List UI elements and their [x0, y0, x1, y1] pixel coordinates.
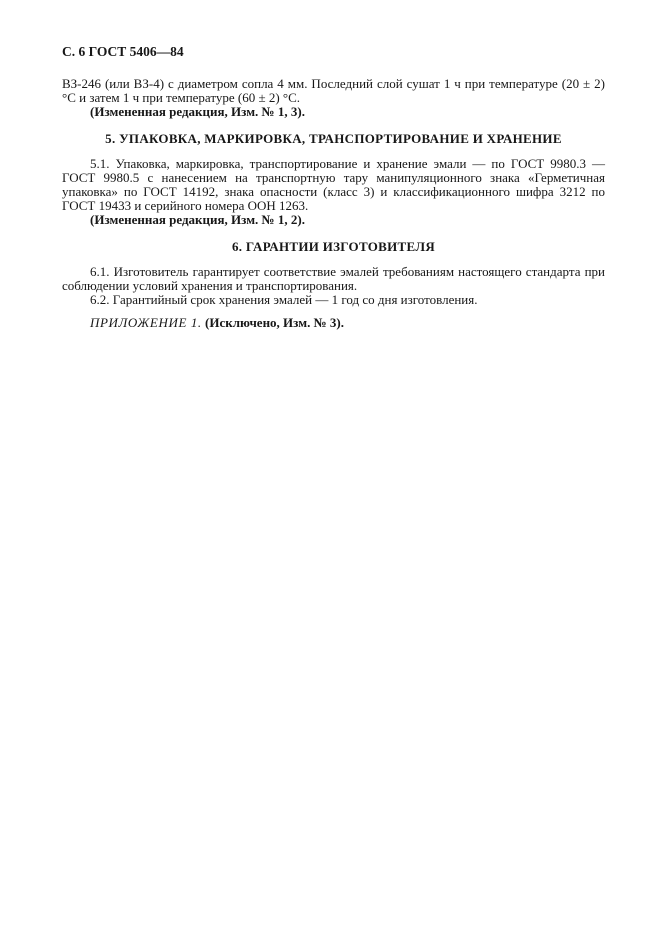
- clause-6-1: 6.1. Изготовитель гарантирует соответствие эмалей требованиям настоящего стандарта при соблюдении условий хранения и транспортирования.: [62, 264, 605, 293]
- clause-6-2: 6.2. Гарантийный срок хранения эмалей — 1 год со дня изготовления.: [90, 292, 478, 307]
- section-5-amendment-note: (Измененная редакция, Изм. № 1, 2).: [90, 212, 305, 227]
- appendix-note: (Исключено, Изм. № 3).: [205, 315, 344, 330]
- clause-5-1: 5.1. Упаковка, маркировка, транспортирование и хранение эмали — по ГОСТ 9980.3 — ГОСТ 9980.5 с нанесением на транспортную тару манипуляционного знака «Герметичная упаковка» по ГОСТ 14192, знака опасности (класс 3) и классификационного шифра 3212 по ГОСТ 19433 и серийного номера ООН 1263.: [62, 156, 605, 213]
- appendix-label: ПРИЛОЖЕНИЕ 1.: [90, 315, 202, 330]
- page-header: С. 6 ГОСТ 5406—84: [62, 44, 184, 59]
- appendix-line: [62, 316, 605, 330]
- section-5-heading: 5. УПАКОВКА, МАРКИРОВКА, ТРАНСПОРТИРОВАНИЕ И ХРАНЕНИЕ: [105, 131, 562, 146]
- intro-paragraph: ВЗ-246 (или ВЗ-4) с диаметром сопла 4 мм. Последний слой сушат 1 ч при температуре (20 ± 2) °С и затем 1 ч при температуре (60 ± 2) °С.: [62, 76, 605, 105]
- section-6-heading: 6. ГАРАНТИИ ИЗГОТОВИТЕЛЯ: [231, 239, 436, 254]
- intro-amendment-note: (Измененная редакция, Изм. № 1, 3).: [90, 104, 305, 119]
